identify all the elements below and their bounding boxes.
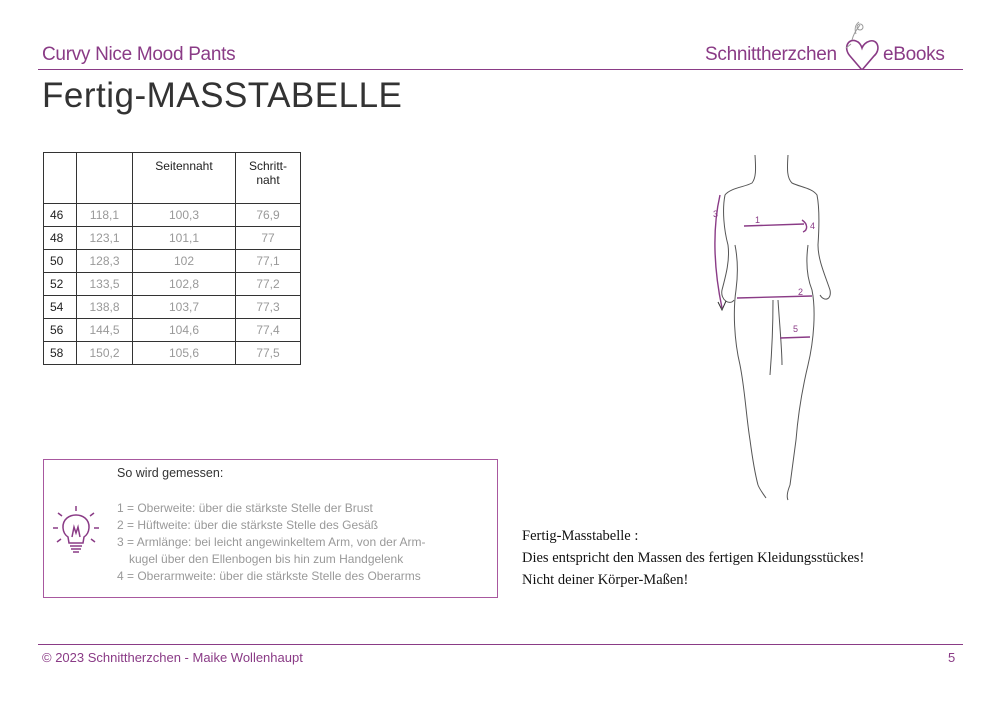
hip-value: 118,1 bbox=[77, 204, 133, 227]
side-seam-value: 102 bbox=[133, 250, 236, 273]
header-cell-hip bbox=[77, 153, 133, 204]
header-divider bbox=[38, 69, 963, 70]
header-inseam-line1: Schritt- bbox=[248, 159, 287, 173]
size-cell: 56 bbox=[44, 319, 77, 342]
inseam-value: 77,4 bbox=[236, 319, 301, 342]
table-header-row bbox=[44, 153, 301, 204]
lightbulb-icon bbox=[50, 503, 102, 559]
table-row bbox=[44, 342, 301, 365]
size-cell: 52 bbox=[44, 273, 77, 296]
size-cell: 54 bbox=[44, 296, 77, 319]
side-seam-value: 103,7 bbox=[133, 296, 236, 319]
page-number: 5 bbox=[948, 650, 956, 665]
header-inseam-line2: naht bbox=[256, 173, 280, 187]
measurement-table bbox=[43, 152, 301, 365]
inseam-value: 77 bbox=[236, 227, 301, 250]
table-row bbox=[44, 250, 301, 273]
hip-value: 150,2 bbox=[77, 342, 133, 365]
hip-value: 128,3 bbox=[77, 250, 133, 273]
brand-heart-logo bbox=[840, 10, 888, 70]
info-heading: So wird gemessen: bbox=[117, 466, 224, 480]
measure-label-3: 3 bbox=[713, 209, 719, 219]
info-line-3b: kugel über den Ellenbogen bis hin zum Handgelenk bbox=[129, 552, 404, 566]
footer-divider bbox=[38, 644, 963, 645]
inseam-value: 77,2 bbox=[236, 273, 301, 296]
measure-label-2: 2 bbox=[798, 287, 804, 297]
note-line-3: Nicht deiner Körper-Maßen! bbox=[522, 572, 689, 588]
inseam-value: 77,3 bbox=[236, 296, 301, 319]
inseam-value: 76,9 bbox=[236, 204, 301, 227]
hip-value: 138,8 bbox=[77, 296, 133, 319]
hip-value: 123,1 bbox=[77, 227, 133, 250]
brand-name: Schnittherzchen bbox=[705, 44, 837, 65]
table-row bbox=[44, 296, 301, 319]
size-cell: 46 bbox=[44, 204, 77, 227]
header-cell-size bbox=[44, 153, 77, 204]
inseam-value: 77,5 bbox=[236, 342, 301, 365]
side-seam-value: 101,1 bbox=[133, 227, 236, 250]
size-cell: 50 bbox=[44, 250, 77, 273]
table-row bbox=[44, 204, 301, 227]
brand-suffix: eBooks bbox=[883, 44, 945, 65]
body-figure-illustration bbox=[700, 150, 840, 510]
document-subtitle: Curvy Nice Mood Pants bbox=[42, 44, 236, 65]
table-row bbox=[44, 273, 301, 296]
side-seam-value: 104,6 bbox=[133, 319, 236, 342]
measure-label-5: 5 bbox=[793, 324, 799, 334]
measure-label-4: 4 bbox=[810, 221, 816, 231]
measure-label-1: 1 bbox=[755, 215, 761, 225]
size-cell: 58 bbox=[44, 342, 77, 365]
header-cell-side-seam: Seitennaht bbox=[133, 153, 236, 204]
info-line-3a: 3 = Armlänge: bei leicht angewinkeltem Arm, von der Arm- bbox=[117, 535, 426, 549]
hip-value: 133,5 bbox=[77, 273, 133, 296]
inseam-value: 77,1 bbox=[236, 250, 301, 273]
table-row bbox=[44, 227, 301, 250]
side-seam-value: 102,8 bbox=[133, 273, 236, 296]
info-line-4: 4 = Oberarmweite: über die stärkste Stelle des Oberarms bbox=[117, 569, 421, 583]
hip-value: 144,5 bbox=[77, 319, 133, 342]
page-title: Fertig-MASSTABELLE bbox=[42, 76, 403, 115]
side-seam-value: 105,6 bbox=[133, 342, 236, 365]
note-line-1: Fertig-Masstabelle : bbox=[522, 528, 639, 544]
footer-copyright: © 2023 Schnittherzchen - Maike Wollenhaupt bbox=[42, 650, 303, 665]
size-cell: 48 bbox=[44, 227, 77, 250]
info-line-2: 2 = Hüftweite: über die stärkste Stelle des Gesäß bbox=[117, 518, 379, 532]
note-line-2: Dies entspricht den Massen des fertigen Kleidungsstückes! bbox=[522, 550, 865, 566]
side-seam-value: 100,3 bbox=[133, 204, 236, 227]
header-cell-inseam bbox=[236, 153, 301, 204]
info-line-1: 1 = Oberweite: über die stärkste Stelle der Brust bbox=[117, 501, 373, 515]
table-row bbox=[44, 319, 301, 342]
